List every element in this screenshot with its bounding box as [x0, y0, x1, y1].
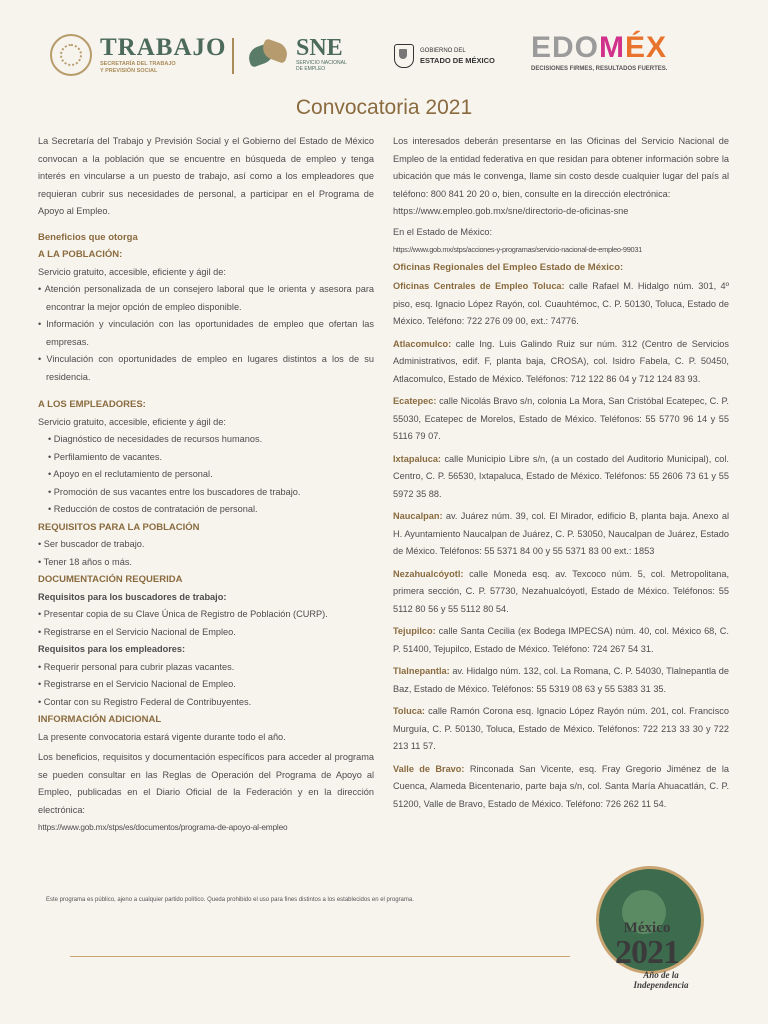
info-paragraph: La presente convocatoria estará vigente durante todo el año.	[38, 731, 286, 742]
list-item: • Reducción de costos de contratación de personal.	[38, 501, 374, 519]
poblacion-heading: A LA POBLACIÓN:	[38, 249, 123, 260]
list-item: • Requerir personal para cubrir plazas vacantes.	[38, 659, 374, 677]
sne-title: SNE	[296, 35, 343, 61]
directorio-url[interactable]: https://www.empleo.gob.mx/sne/directorio-de-oficinas-sne	[393, 206, 629, 216]
office-entry: Ixtapaluca: calle Municipio Libre s/n, (a un costado del Auditorio Municipal), col. Centro, C. P. 56530, Ixtapaluca, Estado de México. Teléfonos: 55 2606 73 61 y 55 5972 35 88.	[393, 453, 729, 499]
office-entry: Oficinas Centrales de Empleo Toluca: calle Rafael M. Hidalgo núm. 301, 4º piso, esq. Ignacio López Rayón, col. Cuauhtémoc, C. P. 50130, Toluca, Estado de México. Teléfono: 722 276 09 00, ext.: 74776.	[393, 281, 729, 326]
list-item: • Diagnóstico de necesidades de recursos humanos.	[38, 431, 374, 449]
footer-divider	[70, 956, 570, 957]
office-entry: Naucalpan: av. Juárez núm. 39, col. El Mirador, edificio B, planta baja. Anexo al H. Ayuntamiento Naucalpan de Juárez, C. P. 53050, Naucalpan de Juárez, Estado de México. Teléfonos: 55 5371 84 00 y 55 5371 83 00 ext.: 1853	[393, 511, 729, 556]
office-entry: Valle de Bravo: Rinconada San Vicente, esq. Fray Gregorio Jiménez de la Cuenca, Alameda Bicentenario, parte baja s/n, col. Santa María Ahuacatlán, C. P. 51200, Valle de Bravo, Estado de México. Teléfono: 726 262 11 54.	[393, 763, 729, 809]
list-item: • Información y vinculación con las oportunidades de empleo que ofertan las empresas.	[38, 316, 374, 351]
requisitos-heading: REQUISITOS PARA LA POBLACIÓN	[38, 521, 200, 533]
edomex-url[interactable]: https://www.gob.mx/stps/acciones-y-programas/servicio-nacional-de-empleo-99031	[393, 245, 642, 254]
office-entry: Tejupilco: calle Santa Cecilia (ex Bodega IMPECSA) núm. 40, col. México 68, C. P. 51400, Tejupilco, Estado de México. Teléfono: 724 267 54 31.	[393, 626, 729, 654]
regional-heading: Oficinas Regionales del Empleo Estado de México:	[393, 261, 624, 273]
right-column	[393, 133, 729, 818]
list-item: • Apoyo en el reclutamiento de personal.	[38, 466, 374, 484]
gov-line2: ESTADO DE MÉXICO	[420, 56, 495, 65]
documentacion-heading: DOCUMENTACIÓN REQUERIDA	[38, 574, 183, 585]
trabajo-logo	[50, 34, 226, 76]
emblem-tagline: Año de la Independencia	[633, 970, 689, 990]
list-item: • Registrarse en el Servicio Nacional de Empleo.	[38, 624, 374, 642]
list-item: • Promoción de sus vacantes entre los buscadores de trabajo.	[38, 484, 374, 502]
info-heading: INFORMACIÓN ADICIONAL	[38, 714, 162, 725]
list-item: • Atención personalizada de un consejero laboral que le orienta y asesora para encontrar la mejor opción de empleo disponible.	[38, 281, 374, 316]
programa-url[interactable]: https://www.gob.mx/stps/es/documentos/programa-de-apoyo-al-empleo	[38, 822, 288, 832]
national-seal-icon	[50, 34, 92, 76]
list-item: • Ser buscador de trabajo.	[38, 536, 374, 554]
emblem-mexico: México	[623, 920, 671, 936]
gobierno-edomex-logo	[394, 44, 495, 68]
edomex-label: En el Estado de México:	[393, 226, 493, 237]
office-entry: Tlalnepantla: av. Hidalgo núm. 132, col. La Romana, C. P. 54030, Tlalnepantla de Baz, Estado de México. Teléfonos: 55 5319 08 63 y 55 5383 31 35.	[393, 666, 729, 694]
office-entry: Toluca: calle Ramón Corona esq. Ignacio López Rayón núm. 201, col. Francisco Murguía, C. P. 50130, Toluca, Estado de México. Teléfonos: 722 213 33 30 y 722 213 11 57.	[393, 706, 729, 751]
beneficios-heading: Beneficios que otorga	[38, 231, 138, 243]
list-item: • Tener 18 años o más.	[38, 554, 374, 572]
sne-logo	[246, 34, 347, 74]
edomex-wordmark: EDOMÉX	[531, 31, 668, 64]
contact-paragraph: Los interesados deberán presentarse en las Oficinas del Servicio Nacional de Empleo de la entidad federativa en que residan para obtener información sobre la ubicación que más le convenga, llame sin costo desde cualquier lugar del país al teléfono: 800 841 20 20 o, bien, consulte en la dirección electrónica:	[393, 136, 729, 199]
logo-divider	[232, 38, 234, 74]
office-entry: Nezahualcóyotl: calle Moneda esq. av. Texcoco núm. 5, col. Metropolitana, primera sección, C. P. 57730, Nezahualcóyotl, Estado de México. Teléfonos: 55 5112 80 56 y 55 5112 80 54.	[393, 568, 729, 614]
list-item: • Perfilamiento de vacantes.	[38, 449, 374, 467]
disclaimer: Este programa es público, ajeno a cualquier partido político. Queda prohibido el uso para fines distintos a los establecidos en el programa.	[46, 897, 414, 903]
list-item: • Presentar copia de su Clave Única de Registro de Población (CURP).	[38, 606, 374, 624]
mexico-2021-emblem	[590, 862, 700, 998]
page-title: Convocatoria 2021	[295, 96, 473, 119]
poblacion-intro: Servicio gratuito, accesible, eficiente y ágil de:	[38, 266, 226, 277]
list-item: • Vinculación con oportunidades de empleo en lugares distintos a los de su residencia.	[38, 351, 374, 386]
req-buscadores-heading: Requisitos para los buscadores de trabajo:	[38, 591, 227, 602]
edomex-logo	[531, 32, 667, 72]
shield-icon	[394, 44, 414, 68]
empleadores-intro: Servicio gratuito, accesible, eficiente y ágil de:	[38, 416, 226, 427]
office-entry: Ecatepec: calle Nicolás Bravo s/n, colonia La Mora, San Cristóbal Ecatepec, C. P. 55030, Ecatepec de Morelos, Estado de México. Teléfonos: 55 5770 96 14 y 55 5116 79 07.	[393, 396, 729, 441]
emblem-year: 2021	[615, 934, 679, 971]
edomex-tagline: DECISIONES FIRMES, RESULTADOS FUERTES.	[531, 66, 668, 72]
intro-paragraph: La Secretaría del Trabajo y Previsión Social y el Gobierno del Estado de México convocan a la población que se encuentre en búsqueda de empleo y tenga interés en vincularse a un puesto de trabajo, así como a los empleadores que requieran cubrir sus necesidades de personal, a participar en el Programa de Apoyo al Empleo.	[38, 136, 374, 216]
header	[0, 30, 768, 86]
req-empleadores-heading: Requisitos para los empleadores:	[38, 644, 186, 654]
empleadores-heading: A LOS EMPLEADORES:	[38, 399, 146, 410]
list-item: • Contar con su Registro Federal de Contribuyentes.	[38, 694, 374, 712]
info-paragraph: Los beneficios, requisitos y documentación específicos para acceder al programa se pueden consultar en las Reglas de Operación del Programa de Apoyo al Empleo, publicadas en el Diario Oficial de la Federación y en la dirección electrónica:	[38, 752, 374, 815]
sne-subtitle: SERVICIO NACIONAL DE EMPLEO	[296, 60, 347, 72]
trabajo-title: TRABAJO	[100, 34, 227, 61]
office-entry: Atlacomulco: calle Ing. Luis Galindo Ruiz sur núm. 312 (Centro de Servicios Administrativos, edif. F, planta baja, CROSA), col. Isidro Fabela, C. P. 50450, Atlacomulco, Estado de México. Teléfonos: 712 122 86 04 y 712 124 83 93.	[393, 338, 729, 384]
left-column	[38, 133, 374, 837]
list-item: • Registrarse en el Servicio Nacional de Empleo.	[38, 676, 374, 694]
handshake-icon	[246, 34, 292, 74]
trabajo-subtitle: SECRETARÍA DEL TRABAJO Y PREVISIÓN SOCIAL	[100, 61, 176, 74]
gov-line1: GOBIERNO DEL	[420, 48, 466, 54]
